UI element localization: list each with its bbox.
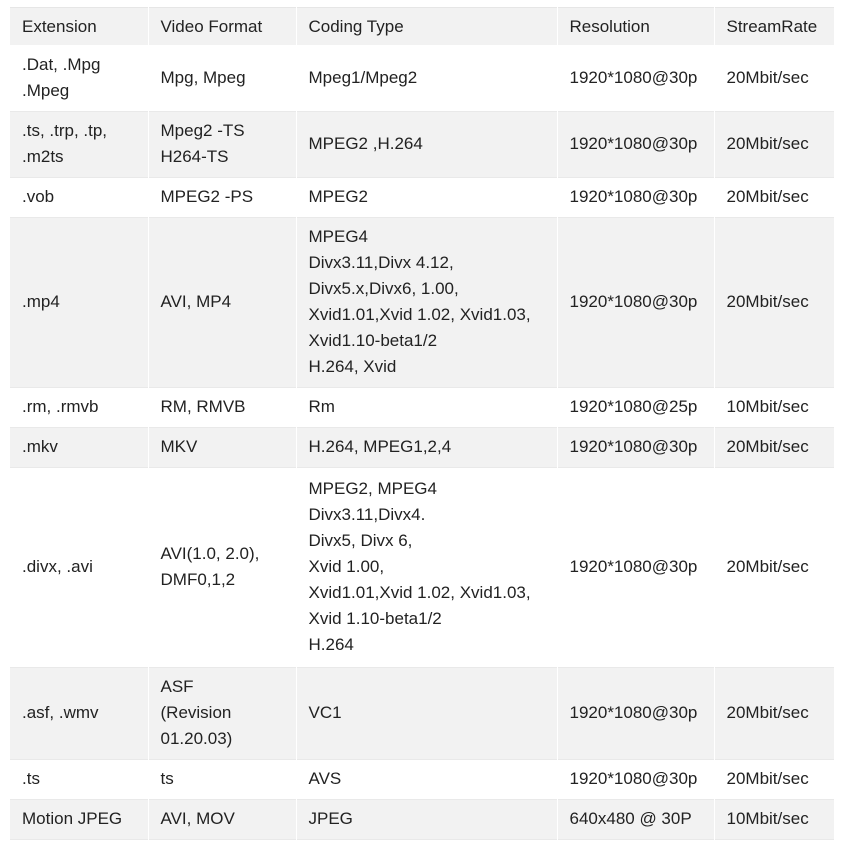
video-format-cell bbox=[148, 427, 296, 467]
cell-text: AVI, MOV bbox=[160, 809, 235, 828]
video-format-cell bbox=[148, 177, 296, 217]
resolution-cell bbox=[557, 217, 714, 387]
cell-text: Divx3.11,Divx4. bbox=[308, 505, 426, 524]
cell-text: 640x480 @ 30P bbox=[569, 809, 692, 828]
cell-text: AVS bbox=[308, 769, 342, 788]
coding-type-cell bbox=[296, 45, 557, 111]
cell-text: 01.20.03) bbox=[160, 729, 233, 748]
stream-rate-cell bbox=[714, 759, 834, 799]
cell-text: Mpeg2 -TS bbox=[160, 121, 245, 140]
video-format-cell bbox=[148, 387, 296, 427]
cell-text: MPEG4 bbox=[308, 227, 369, 246]
cell-text: Divx5, Divx 6, bbox=[308, 531, 413, 550]
cell-text: H.264, MPEG1,2,4 bbox=[308, 437, 452, 456]
video-format-cell bbox=[148, 759, 296, 799]
cell-text: Divx5.x,Divx6, 1.00, bbox=[308, 279, 459, 298]
cell-text: 20Mbit/sec bbox=[726, 703, 809, 722]
table-row bbox=[10, 45, 834, 111]
stream-rate-cell bbox=[714, 799, 834, 839]
cell-text: 20Mbit/sec bbox=[726, 67, 809, 87]
table-row bbox=[10, 427, 834, 467]
resolution-cell bbox=[557, 427, 714, 467]
coding-type-cell bbox=[296, 667, 557, 759]
cell-text: .mkv bbox=[22, 437, 58, 456]
extension-cell bbox=[10, 799, 148, 839]
resolution-cell bbox=[557, 667, 714, 759]
cell-text: RM, RMVB bbox=[160, 397, 246, 416]
video-format-cell bbox=[148, 799, 296, 839]
extension-cell bbox=[10, 387, 148, 427]
cell-text: 20Mbit/sec bbox=[726, 292, 809, 311]
cell-text: Mpeg1/Mpeg2 bbox=[308, 67, 418, 87]
stream-rate-cell bbox=[714, 427, 834, 467]
cell-text: 10Mbit/sec bbox=[726, 809, 809, 828]
cell-text: VC1 bbox=[308, 703, 342, 722]
table-row bbox=[10, 467, 834, 667]
cell-text: 20Mbit/sec bbox=[726, 134, 809, 153]
table-row bbox=[10, 111, 834, 177]
stream-rate-cell bbox=[714, 45, 834, 111]
cell-text: .asf, .wmv bbox=[22, 703, 99, 722]
stream-rate-cell bbox=[714, 667, 834, 759]
cell-text: MPEG2 bbox=[308, 187, 369, 206]
cell-text: (Revision bbox=[160, 703, 232, 722]
cell-text: .Mpeg bbox=[22, 80, 70, 100]
coding-type-cell bbox=[296, 111, 557, 177]
table-row bbox=[10, 387, 834, 427]
cell-text: .m2ts bbox=[22, 147, 64, 166]
table-body bbox=[10, 45, 834, 839]
resolution-cell bbox=[557, 45, 714, 111]
video-format-cell bbox=[148, 111, 296, 177]
format-table-container bbox=[10, 7, 834, 840]
table-row bbox=[10, 217, 834, 387]
cell-text: 1920*1080@30p bbox=[569, 67, 698, 87]
cell-text: Xvid1.01,Xvid 1.02, Xvid1.03, bbox=[308, 583, 531, 602]
table-row bbox=[10, 177, 834, 217]
cell-text: 1920*1080@30p bbox=[569, 134, 698, 153]
stream-rate-cell bbox=[714, 177, 834, 217]
extension-cell bbox=[10, 667, 148, 759]
extension-cell bbox=[10, 111, 148, 177]
table-header-row bbox=[10, 8, 834, 46]
cell-text: Xvid1.10-beta1/2 bbox=[308, 331, 438, 350]
coding-type-cell bbox=[296, 217, 557, 387]
cell-text: Xvid1.01,Xvid 1.02, Xvid1.03, bbox=[308, 305, 531, 324]
cell-text: .Dat, .Mpg bbox=[22, 54, 101, 74]
stream-rate-cell bbox=[714, 387, 834, 427]
cell-text: 1920*1080@30p bbox=[569, 187, 698, 206]
cell-text: .ts bbox=[22, 769, 40, 788]
table-row bbox=[10, 667, 834, 759]
header-stream-rate: StreamRate bbox=[726, 16, 818, 36]
video-format-cell bbox=[148, 667, 296, 759]
extension-cell bbox=[10, 217, 148, 387]
resolution-cell bbox=[557, 387, 714, 427]
cell-text: .ts, .trp, .tp, bbox=[22, 121, 108, 140]
stream-rate-cell bbox=[714, 217, 834, 387]
extension-cell bbox=[10, 759, 148, 799]
resolution-cell bbox=[557, 467, 714, 667]
cell-text: MPEG2, MPEG4 bbox=[308, 479, 437, 498]
header-coding-type: Coding Type bbox=[296, 8, 557, 46]
extension-cell bbox=[10, 177, 148, 217]
video-format-cell bbox=[148, 217, 296, 387]
cell-text: Divx3.11,Divx 4.12, bbox=[308, 253, 454, 272]
table-row bbox=[10, 799, 834, 839]
cell-text: H.264 bbox=[308, 635, 354, 654]
cell-text: Rm bbox=[308, 397, 335, 416]
cell-text: .mp4 bbox=[22, 292, 60, 311]
cell-text: ts bbox=[160, 769, 174, 788]
cell-text: .rm, .rmvb bbox=[22, 397, 99, 416]
cell-text: 1920*1080@30p bbox=[569, 557, 698, 576]
resolution-cell bbox=[557, 759, 714, 799]
cell-text: JPEG bbox=[308, 809, 353, 828]
cell-text: .divx, .avi bbox=[22, 557, 93, 576]
cell-text: Xvid 1.10-beta1/2 bbox=[308, 609, 442, 628]
coding-type-cell bbox=[296, 759, 557, 799]
cell-text: 20Mbit/sec bbox=[726, 557, 809, 576]
header-resolution: Resolution bbox=[557, 8, 714, 46]
cell-text: AVI, MP4 bbox=[160, 292, 232, 311]
cell-text: 1920*1080@30p bbox=[569, 769, 698, 788]
cell-text: 1920*1080@30p bbox=[569, 437, 698, 456]
resolution-cell bbox=[557, 799, 714, 839]
cell-text: MPEG2 -PS bbox=[160, 187, 254, 206]
extension-cell bbox=[10, 45, 148, 111]
cell-text: Motion JPEG bbox=[22, 809, 123, 828]
cell-text: H.264, Xvid bbox=[308, 357, 397, 376]
cell-text: Mpg, Mpeg bbox=[160, 67, 246, 87]
cell-text: AVI(1.0, 2.0), bbox=[160, 544, 260, 563]
cell-text: MKV bbox=[160, 437, 198, 456]
coding-type-cell bbox=[296, 427, 557, 467]
stream-rate-cell bbox=[714, 111, 834, 177]
cell-text: 20Mbit/sec bbox=[726, 187, 809, 206]
cell-text: 1920*1080@25p bbox=[569, 397, 698, 416]
cell-text: 1920*1080@30p bbox=[569, 292, 698, 311]
resolution-cell bbox=[557, 177, 714, 217]
cell-text: 10Mbit/sec bbox=[726, 397, 809, 416]
cell-text: Xvid 1.00, bbox=[308, 557, 385, 576]
cell-text: 1920*1080@30p bbox=[569, 703, 698, 722]
table-row bbox=[10, 759, 834, 799]
cell-text: H264-TS bbox=[160, 147, 229, 166]
video-format-cell bbox=[148, 45, 296, 111]
cell-text: 20Mbit/sec bbox=[726, 437, 809, 456]
video-format-table bbox=[10, 7, 834, 840]
header-extension: Extension bbox=[10, 8, 148, 46]
coding-type-cell bbox=[296, 799, 557, 839]
coding-type-cell bbox=[296, 177, 557, 217]
cell-text: .vob bbox=[22, 187, 55, 206]
video-format-cell bbox=[148, 467, 296, 667]
coding-type-cell bbox=[296, 387, 557, 427]
header-video-format: Video Format bbox=[148, 8, 296, 46]
cell-text: 20Mbit/sec bbox=[726, 769, 809, 788]
extension-cell bbox=[10, 427, 148, 467]
resolution-cell bbox=[557, 111, 714, 177]
cell-text: MPEG2 ,H.264 bbox=[308, 134, 423, 153]
cell-text: ASF bbox=[160, 677, 194, 696]
extension-cell bbox=[10, 467, 148, 667]
stream-rate-cell bbox=[714, 467, 834, 667]
cell-text: DMF0,1,2 bbox=[160, 570, 236, 589]
coding-type-cell bbox=[296, 467, 557, 667]
